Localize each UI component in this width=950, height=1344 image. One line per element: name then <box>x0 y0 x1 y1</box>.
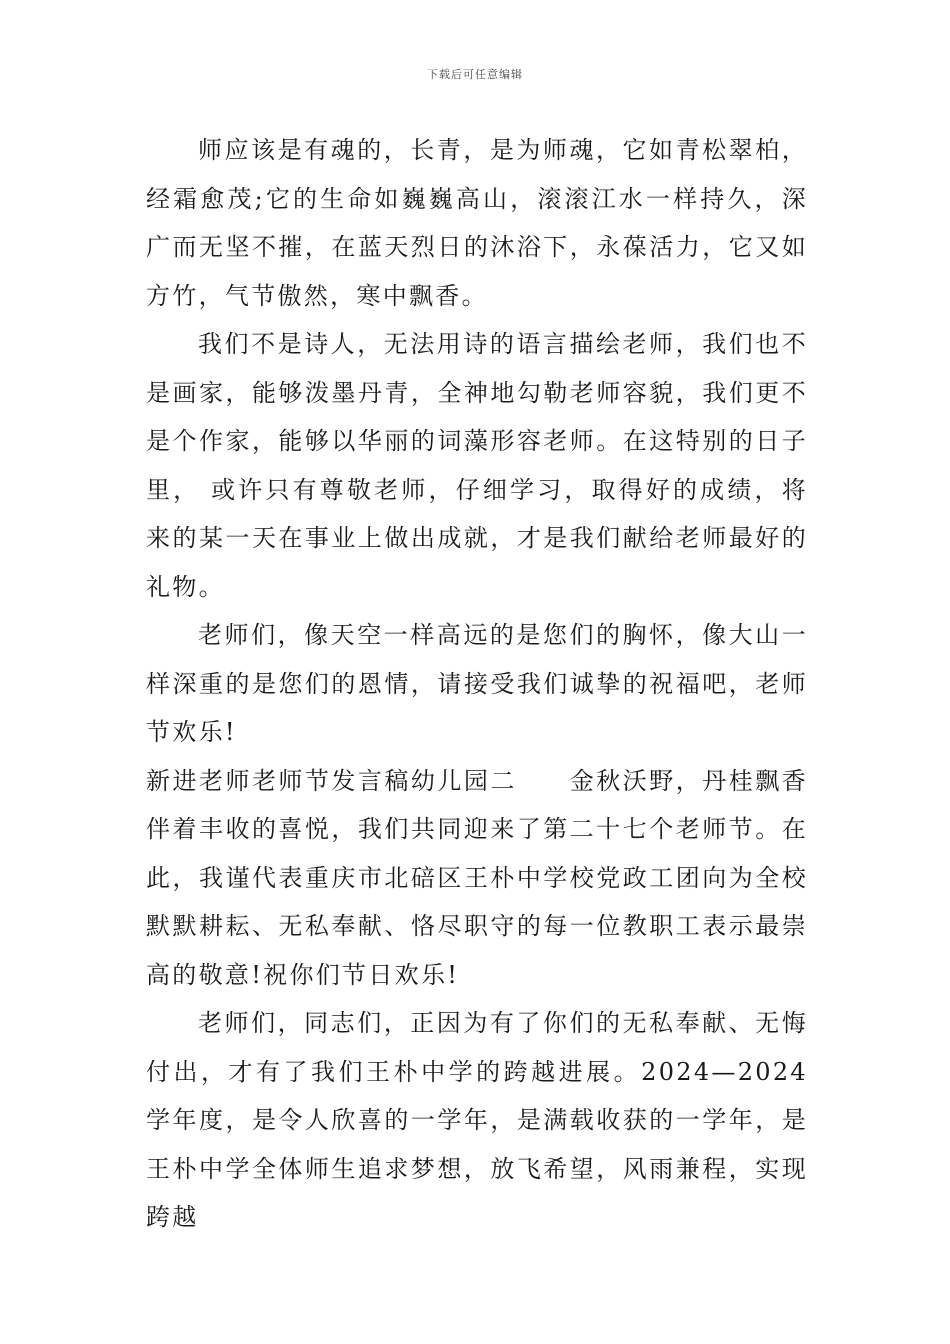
document-body <box>146 126 808 1242</box>
paragraph-5: 老师们，同志们，正因为有了你们的无私奉献、无悔付出，才有了我们王朴中学的跨越进展。2024—2024 学年度，是令人欣喜的一学年，是满载收获的一学年，是王朴中学全体师生追求梦想，放飞希望，风雨兼程，实现跨越 <box>146 1009 808 1231</box>
paragraph-2: 我们不是诗人，无法用诗的语言描绘老师，我们也不是画家，能够泼墨丹青，全神地勾勒老师容貌，我们更不是个作家，能够以华丽的词藻形容老师。在这特别的日子里， 或许只有尊敬老师，仔细学习，取得好的成绩，将来的某一天在事业上做出成就，才是我们献给老师最好的礼物。 <box>146 330 808 601</box>
paragraph-4: 新进老师老师节发言稿幼儿园二 金秋沃野，丹桂飘香伴着丰收的喜悦，我们共同迎来了第二十七个老师节。在此，我谨代表重庆市北碚区王朴中学校党政工团向为全校默默耕耘、无私奉献、恪尽职守的每一位教职工表示最崇高的敬意!祝你们节日欢乐! <box>146 766 808 989</box>
page-header-note: 下载后可任意编辑 <box>427 68 523 81</box>
paragraph-3: 老师们，像天空一样高远的是您们的胸怀，像大山一样深重的是您们的恩情，请接受我们诚挚的祝福吧，老师节欢乐! <box>146 621 808 746</box>
paragraph-1: 师应该是有魂的，长青，是为师魂，它如青松翠柏，经霜愈茂;它的生命如巍巍高山，滚滚江水一样持久，深广而无坚不摧，在蓝天烈日的沐浴下，永葆活力，它又如方竹，气节傲然，寒中飘香。 <box>146 136 808 310</box>
